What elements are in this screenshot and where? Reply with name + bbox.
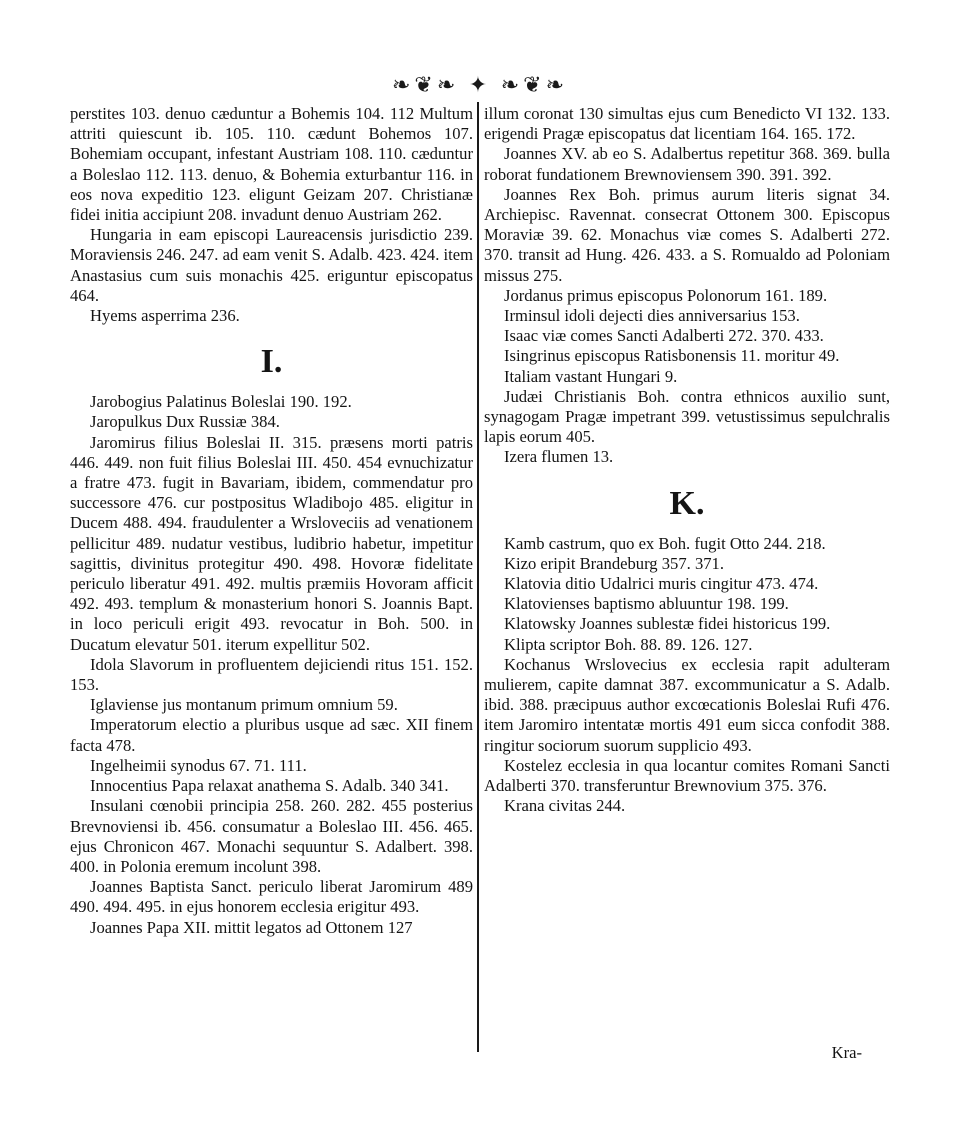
index-entry: Joannes Baptista Sanct. periculo liberat Jaromirum 489 490. 494. 495. in ejus honorem ecclesia erigitur 493. bbox=[70, 877, 473, 917]
index-entry: Klatovienses baptismo abluuntur 198. 199. bbox=[504, 594, 789, 614]
index-entry: illum coronat 130 simultas ejus cum Benedicto VI 132. 133. erigendi Pragæ episcopatus dat licentiam 164. 165. 172. bbox=[484, 104, 890, 144]
index-entry: Idola Slavorum in profluentem dejiciendi ritus 151. 152. 153. bbox=[70, 654, 473, 695]
index-entry: Kizo eripit Brandeburg 357. 371. bbox=[504, 553, 724, 573]
index-entry: Kamb castrum, quo ex Boh. fugit Otto 244. 218. bbox=[504, 533, 826, 553]
index-entry: Klipta scriptor Boh. 88. 89. 126. 127. bbox=[504, 634, 753, 654]
index-entry: Irminsul idoli dejecti dies anniversarius 153. bbox=[504, 306, 800, 326]
header-ornament: ❧❦❧ ✦ ❧❦❧ bbox=[391, 72, 569, 97]
left-column bbox=[70, 104, 473, 1065]
index-entry: Isingrinus episcopus Ratisbonensis 11. moritur 49. bbox=[504, 346, 840, 366]
index-entry: Isaac viæ comes Sancti Adalberti 272. 370. 433. bbox=[504, 326, 824, 346]
index-entry: Ingelheimii synodus 67. 71. 111. bbox=[90, 755, 307, 775]
catchword: Kra- bbox=[831, 1043, 862, 1062]
section-letter: I. bbox=[260, 343, 283, 381]
index-entry: Insulani cœnobii principia 258. 260. 282. 455 posterius Brevnoviensi ib. 456. consumatur a Boleslao III. 456. 465. ejus Chronicon 467. Monachi sequuntur S. Adalbert. 398. 400. in Polonia eremum incolunt 398. bbox=[70, 796, 473, 876]
index-entry: Kochanus Wrslovecius ex ecclesia rapit adulteram mulierem, capite damnat 387. excommunicatur a S. Adalb. ibid. 388. præcipuus author excœcationis Boleslai Rufi 476. item Jaromiro intentatæ mortis 491 eum sicca confodit 388. ringitur sociorum suorum supplicio 493. bbox=[484, 654, 890, 755]
index-entry: Iglaviense jus montanum primum omnium 59. bbox=[90, 695, 398, 715]
index-entry: Hungaria in eam episcopi Laureacensis jurisdictio 239. Moraviensis 246. 247. ad eam venit S. Adalb. 423. 424. item Anastasius cum suis monachis 425. eriguntur episcopatus 464. bbox=[70, 225, 473, 305]
column-divider bbox=[477, 102, 479, 1052]
index-entry: Joannes XV. ab eo S. Adalbertus repetitur 368. 369. bulla roborat fundationem Brewnoviensem 390. 391. 392. bbox=[484, 144, 890, 184]
index-entry: Jordanus primus episcopus Polonorum 161. 189. bbox=[504, 285, 828, 305]
right-column bbox=[484, 104, 890, 1065]
index-entry: Joannes Rex Boh. primus aurum literis signat 34. Archiepisc. Ravennat. consecrat Ottonem 300. Episcopus Moraviæ 39. 62. Monachus viæ comes S. Adalberti 272. 370. transit ad Hung. 426. 433. a S. Romualdo ad Poloniam missus 275. bbox=[484, 184, 890, 285]
index-entry: Italiam vastant Hungari 9. bbox=[504, 366, 678, 386]
index-entry: Jaromirus filius Boleslai II. 315. præsens morti patris 446. 449. non fuit filius Boleslai III. 450. 454 evnuchizatur a fratre 473. fugit in Bavariam, ibidem, commendatur pro successore 476. cur postpositus Wladibojo 485. eligitur in Ducem 488. 494. fraudulenter a Wrsloveciis ad venationem pellicitur 489. nudatur vestibus, ludibrio habetur, impetitur sagittis, divinitus protegitur 490. 498. Hovoræ fidelitate periculo liberatur 491. 492. multis præmiis Hovoram afficit 492. 493. templum & monasterium honori S. Joannis Bapt. in loco periculi erigit 493. revocatur in Boh. 500. in Ducatum elevatur 501. iterum expellitur 502. bbox=[70, 432, 473, 654]
index-entry: perstites 103. denuo cæduntur a Bohemis 104. 112 Multum attriti quiescunt ib. 105. 110. cædunt Bohemos 107. Bohemiam occupant, infestant Austriam 108. 110. cæduntur a Boleslao 112. 113. denuo, & Bohemia exturbantur 116. in eos nova expeditio 123. eligunt Geizam 207. Christianæ fidei initia accipiunt 208. invadunt denuo Austriam 262. bbox=[70, 104, 473, 225]
index-entry: Jaropulkus Dux Russiæ 384. bbox=[90, 412, 280, 432]
index-entry: Klatowsky Joannes sublestæ fidei historicus 199. bbox=[504, 614, 831, 634]
index-entry: Krana civitas 244. bbox=[504, 796, 626, 816]
index-entry: Kostelez ecclesia in qua locantur comites Romani Sancti Adalberti 370. transferuntur Brewnovium 375. 376. bbox=[484, 755, 890, 796]
index-entry: Hyems asperrima 236. bbox=[90, 306, 240, 326]
index-entry: Imperatorum electio a pluribus usque ad sæc. XII finem facta 478. bbox=[70, 715, 473, 755]
index-entry: Innocentius Papa relaxat anathema S. Adalb. 340 341. bbox=[90, 776, 449, 796]
index-entry: Judæi Christianis Boh. contra ethnicos auxilio sunt, synagogam Pragæ impetrant 399. vetustissimus sepulchralis lapis eorum 405. bbox=[484, 386, 890, 447]
section-letter: K. bbox=[669, 484, 705, 522]
index-entry: Klatovia ditio Udalrici muris cingitur 473. 474. bbox=[504, 574, 819, 594]
index-entry: Joannes Papa XII. mittit legatos ad Ottonem 127 bbox=[90, 917, 413, 937]
index-entry: Jarobogius Palatinus Boleslai 190. 192. bbox=[90, 392, 352, 412]
index-entry: Izera flumen 13. bbox=[504, 447, 614, 467]
